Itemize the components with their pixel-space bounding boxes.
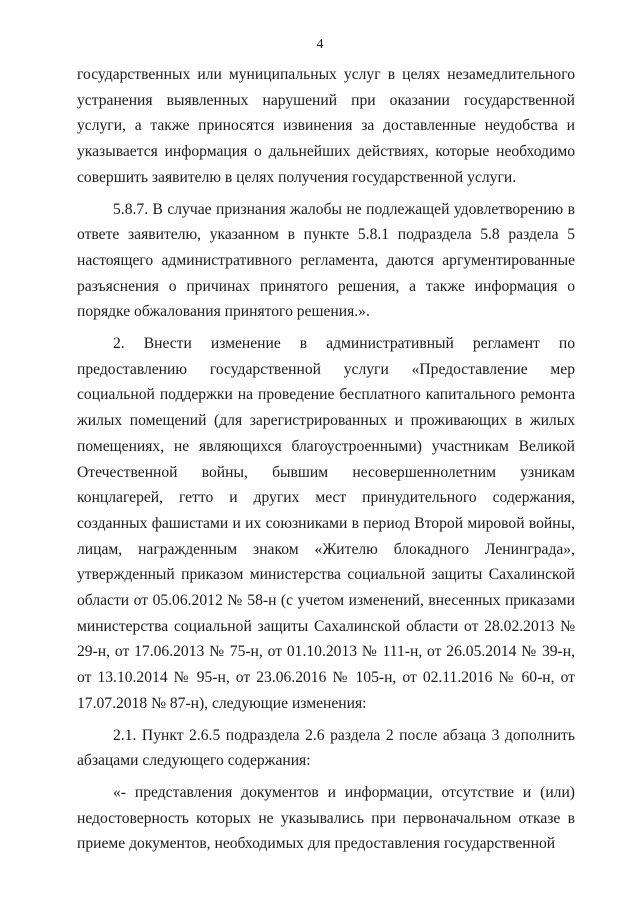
document-body <box>77 62 575 863</box>
paragraph-item-2: 2. Внести изменение в административный регламент по предоставлению государственной услуги «Предоставление мер социальной поддержки на проведение бесплатного капитального ремонта жилых помещений (для зарегистрированных и проживающих в жилых помещениях, не являющихся благоустроенными) участникам Великой Отечественной войны, бывшим несовершеннолетним узникам концлагерей, гетто и других мест принудительного содержания, созданных фашистами и их союзниками в период Второй мировой войны, лицам, награжденным знаком «Жителю блокадного Ленинграда», утвержденный приказом министерства социальной защиты Сахалинской области от 05.06.2012 № 58-н (с учетом изменений, внесенных приказами министерства социальной защиты Сахалинской области от 28.02.2013 № 29-н, от 17.06.2013 № 75-н, от 01.10.2013 № 111-н, от 26.05.2014 № 39-н, от 13.10.2014 № 95-н, от 23.06.2016 № 105-н, от 02.11.2016 № 60-н, от 17.07.2018 № 87-н), следующие изменения: <box>77 335 575 712</box>
paragraph-5-8-7: 5.8.7. В случае признания жалобы не подлежащей удовлетворению в ответе заявителю, указанном в пункте 5.8.1 подраздела 5.8 раздела 5 настоящего административного регламента, даются аргументированные разъяснения о причинах принятого решения, а также информация о порядке обжалования принятого решения.». <box>77 200 575 321</box>
page-number: 4 <box>316 37 324 52</box>
paragraph-item-2-1: 2.1. Пункт 2.6.5 подраздела 2.6 раздела 2 после абзаца 3 дополнить абзацами следующего содержания: <box>77 726 575 770</box>
paragraph-continuation: государственных или муниципальных услуг в целях незамедлительного устранения выявленных нарушений при оказании государственной услуги, а также приносятся извинения за доставленные неудобства и указывается информация о дальнейших действиях, которые необходимо совершить заявителю в целях получения государственной услуги. <box>77 66 575 186</box>
paragraph-quoted-addition: «- представления документов и информации, отсутствие и (или) недостоверность которых не указывались при первоначальном отказе в приеме документов, необходимых для предоставления государственной <box>77 783 575 853</box>
